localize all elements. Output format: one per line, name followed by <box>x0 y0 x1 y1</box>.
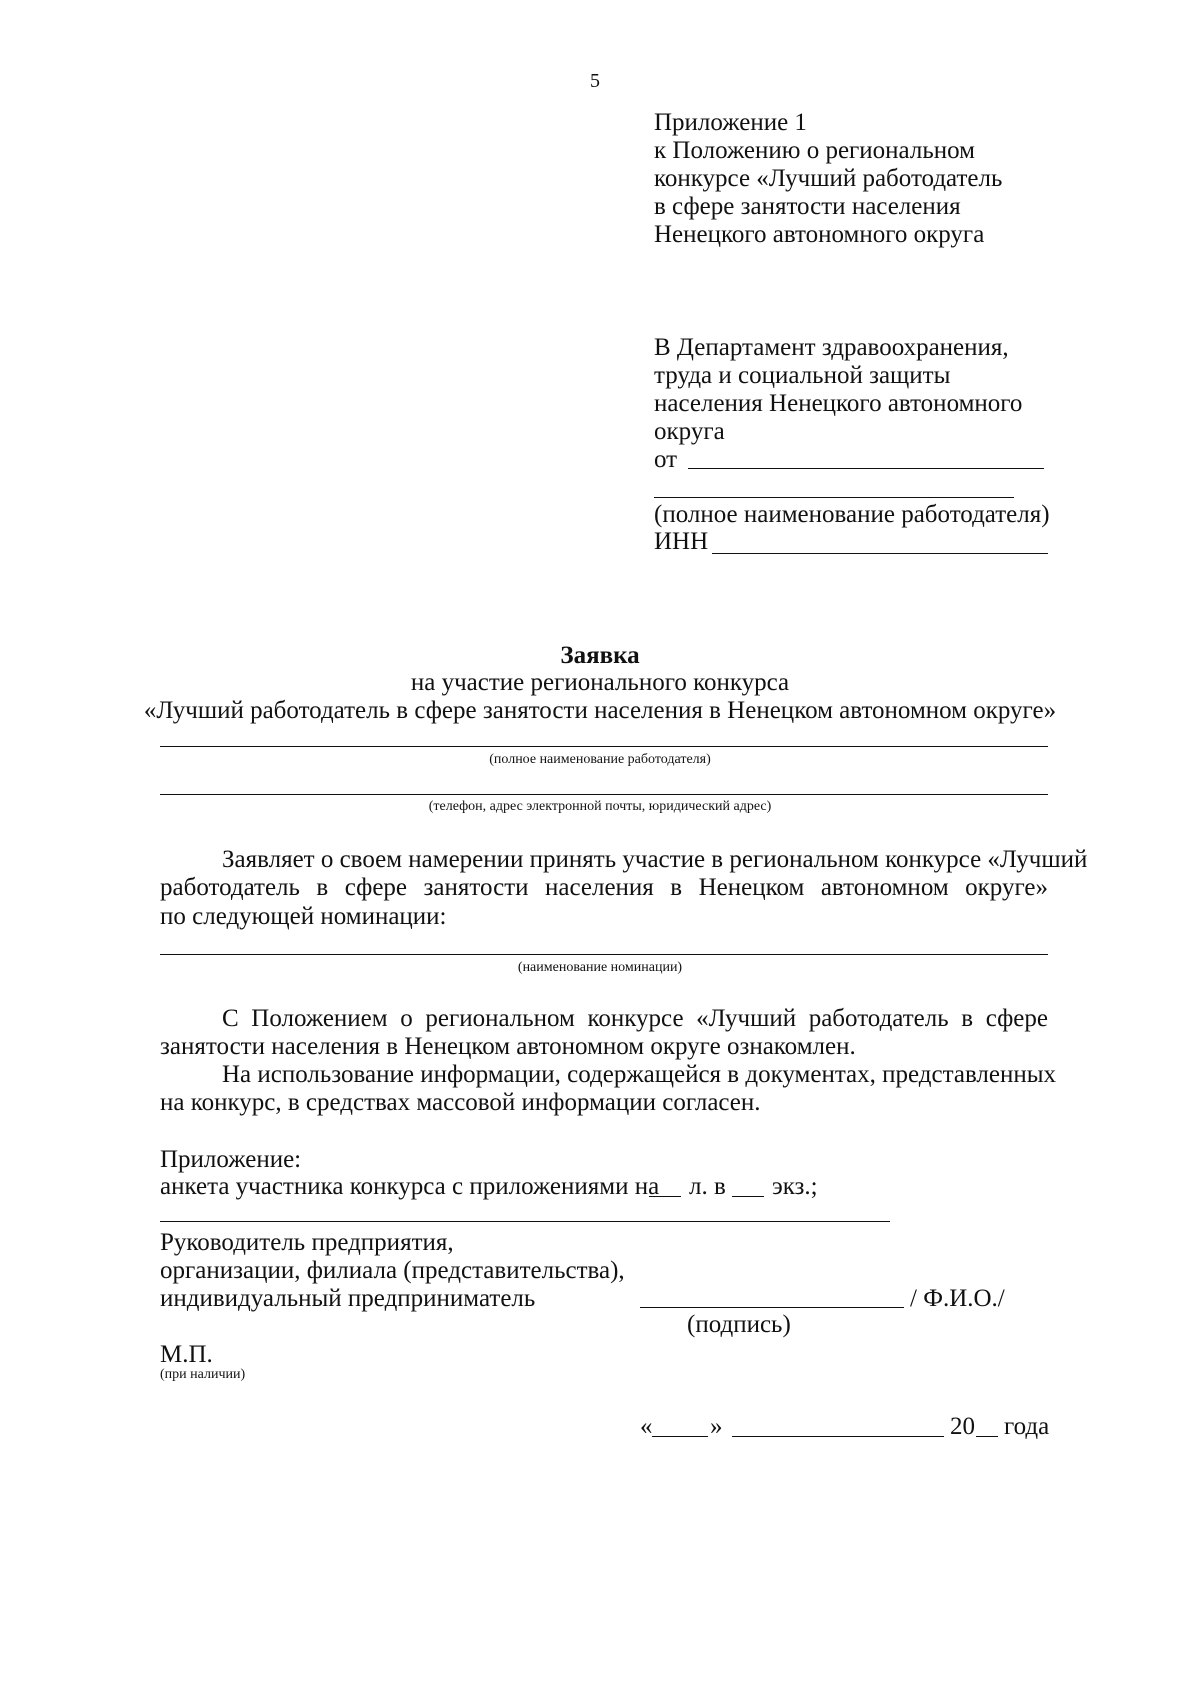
date-open-quote: « <box>640 1413 653 1440</box>
contacts-field[interactable] <box>160 794 1048 795</box>
employer-name-field[interactable] <box>160 746 1048 747</box>
consent-line: На использование информации, содержащейся в документах, представленных <box>222 1061 1057 1088</box>
declare-line: работодатель в сфере занятости населения в Ненецком автономном округе» <box>160 874 1048 901</box>
nomination-field[interactable] <box>160 954 1048 955</box>
page-number: 5 <box>590 70 600 92</box>
year-field[interactable] <box>976 1436 998 1437</box>
stamp-label: М.П. <box>160 1341 213 1368</box>
appendix-line: Приложение 1 <box>654 109 807 136</box>
appendix-line: в сфере занятости населения <box>654 193 961 220</box>
nomination-caption: (наименование номинации) <box>517 960 683 975</box>
ack-line: С Положением о региональном конкурсе «Лучший работодатель в сфере <box>222 1005 1048 1032</box>
appendix-block <box>654 108 1002 250</box>
role-line: Руководитель предприятия, <box>160 1229 454 1256</box>
declare-line: Заявляет о своем намерении принять участие в региональном конкурсе «Лучший <box>222 846 1088 873</box>
employer-name-caption: (полное наименование работодателя) <box>489 752 711 767</box>
employer-caption: (полное наименование работодателя) <box>654 501 1050 528</box>
signature-caption: (подпись) <box>687 1311 791 1338</box>
appendix-line: Ненецкого автономного округа <box>654 221 985 248</box>
title-line2: «Лучший работодатель в сфере занятости населения в Ненецком автономном округе» <box>143 697 1057 724</box>
contacts-caption: (телефон, адрес электронной почты, юридический адрес) <box>428 799 772 814</box>
role-line: организации, филиала (представительства), <box>160 1257 625 1284</box>
fio-label: / Ф.И.О./ <box>910 1285 1005 1312</box>
copies-count-field[interactable] <box>732 1196 764 1197</box>
from-label: от <box>654 446 678 473</box>
month-field[interactable] <box>732 1436 944 1437</box>
addressee-line: В Департамент здравоохранения, <box>654 334 1009 361</box>
stamp-note: (при наличии) <box>160 1367 246 1382</box>
ack-line: занятости населения в Ненецком автономном округе ознакомлен. <box>160 1033 856 1060</box>
day-field[interactable] <box>652 1436 708 1437</box>
consent-line: на конкурс, в средствах массовой информации согласен. <box>160 1089 761 1116</box>
document-title: Заявка <box>560 642 640 669</box>
addressee-block <box>654 333 1022 447</box>
appendix-line: конкурсе «Лучший работодатель <box>654 165 1003 192</box>
signature-field[interactable] <box>640 1307 904 1308</box>
date-close-quote: » <box>710 1413 723 1440</box>
declare-line: по следующей номинации: <box>160 903 447 930</box>
from-field[interactable] <box>688 468 1044 469</box>
attachment-text-a: анкета участника конкурса с приложениями на <box>160 1173 660 1200</box>
addressee-line: округа <box>654 418 725 445</box>
pages-count-field[interactable] <box>649 1196 681 1197</box>
attachment-label: Приложение: <box>160 1146 302 1173</box>
addressee-line: труда и социальной защиты <box>654 362 951 389</box>
attachment-text-c: экз.; <box>772 1173 818 1200</box>
addressee-line: населения Ненецкого автономного <box>654 390 1023 417</box>
inn-label: ИНН <box>654 528 709 555</box>
attachment-text-b: л. в <box>689 1173 726 1200</box>
title-line1: на участие регионального конкурса <box>410 669 790 696</box>
role-line: индивидуальный предприниматель <box>160 1285 536 1312</box>
year-prefix: 20 <box>950 1413 975 1440</box>
inn-field[interactable] <box>712 553 1048 554</box>
year-suffix: года <box>1004 1413 1050 1440</box>
appendix-line: к Положению о региональном <box>654 137 975 164</box>
from-field-line2[interactable] <box>654 497 1014 498</box>
separator-line <box>160 1221 890 1222</box>
